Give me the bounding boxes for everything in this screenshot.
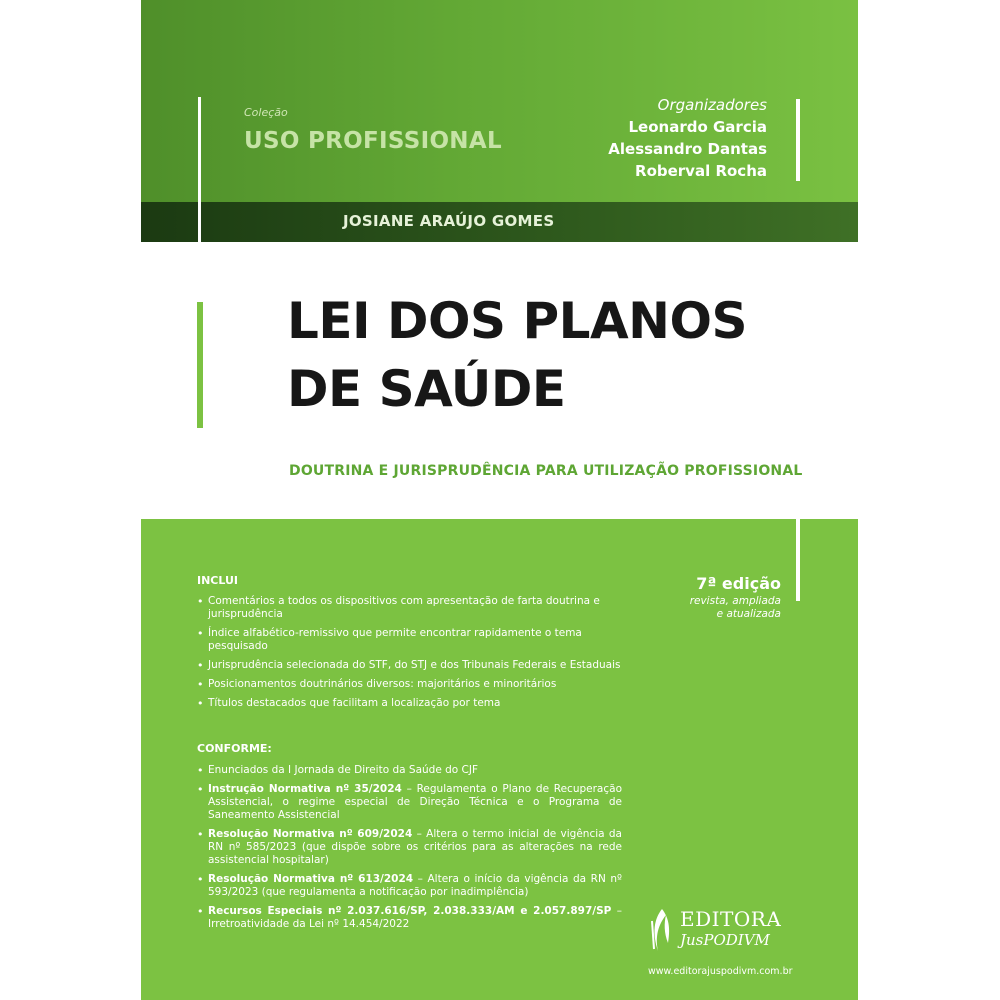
book-cover <box>141 0 858 1000</box>
organizer-name: Roberval Rocha <box>635 162 767 180</box>
title-line-2: DE SAÚDE <box>287 360 566 418</box>
item-bold-text: Resolução Normativa nº 613/2024 <box>208 873 414 885</box>
list-item <box>197 873 622 899</box>
publisher-emblem-icon <box>648 907 676 953</box>
publisher-name: EDITORA <box>680 907 782 931</box>
list-item: • Jurisprudência selecionada do STF, do STJ e dos Tribunais Federais e Estaduais <box>197 659 622 672</box>
edition-block <box>690 573 781 621</box>
left-accent-bar <box>197 302 203 428</box>
conforme-heading: CONFORME: <box>197 742 272 755</box>
list-item <box>197 905 622 931</box>
list-item <box>197 783 622 822</box>
collection-name: USO PROFISSIONAL <box>244 128 502 154</box>
item-bold-text: Resolução Normativa nº 609/2024 <box>208 828 413 840</box>
collection-label: Coleção <box>244 106 288 119</box>
publisher-logo <box>648 905 833 965</box>
right-divider-line-mid <box>796 519 800 601</box>
edition-desc-line-2: e atualizada <box>716 608 781 620</box>
author-name: JOSIANE ARAÚJO GOMES <box>343 212 555 230</box>
organizers-label: Organizadores <box>657 96 767 114</box>
list-item: • Títulos destacados que facilitam a localização por tema <box>197 697 622 710</box>
list-item <box>197 764 622 777</box>
edition-desc-line-1: revista, ampliada <box>689 595 781 607</box>
inclui-list <box>197 595 622 716</box>
list-item: • Comentários a todos os dispositivos com apresentação de farta doutrina e jurisprudência <box>197 595 622 621</box>
item-text: Enunciados da I Jornada de Direito da Saúde do CJF <box>208 764 479 776</box>
right-divider-line-top <box>796 99 800 181</box>
publisher-url: www.editorajuspodivm.com.br <box>648 966 793 977</box>
list-item <box>197 828 622 867</box>
conforme-list <box>197 764 622 937</box>
book-subtitle: DOUTRINA E JURISPRUDÊNCIA PARA UTILIZAÇÃO PROFISSIONAL <box>289 463 803 479</box>
organizers-block <box>608 94 767 182</box>
organizer-name: Leonardo Garcia <box>628 118 767 136</box>
item-bold-text: Recursos Especiais nº 2.037.616/SP, 2.038.333/AM e 2.057.897/SP <box>208 905 612 917</box>
edition-number: 7ª edição <box>696 574 781 593</box>
organizer-name: Alessandro Dantas <box>608 140 767 158</box>
publisher-subname: JusPODIVM <box>680 931 770 949</box>
inclui-heading: INCLUI <box>197 574 239 587</box>
list-item: • Índice alfabético-remissivo que permite encontrar rapidamente o tema pesquisado <box>197 627 622 653</box>
item-text: – Regulamenta o Plano de Recuperação Assistencial, o regime especial de Direção Técnica e o Programa de Saneamento Assistencial <box>208 783 622 821</box>
book-title <box>287 287 747 423</box>
title-line-1: LEI DOS PLANOS <box>287 292 748 350</box>
item-text: – Irretroatividade da Lei nº 14.454/2022 <box>208 905 622 930</box>
item-text: – Altera o termo inicial de vigência da RN nº 585/2023 (que dispõe sobre os critérios para as alterações na rede assistencial hospitalar) <box>208 828 622 866</box>
item-bold-text: Instrução Normativa nº 35/2024 <box>208 783 402 795</box>
list-item: • Posicionamentos doutrinários diversos: majoritários e minoritários <box>197 678 622 691</box>
item-text: – Altera o início da vigência da RN nº 593/2023 (que regulamenta a notificação por inadimplência) <box>208 873 622 898</box>
left-divider-line <box>198 97 201 302</box>
